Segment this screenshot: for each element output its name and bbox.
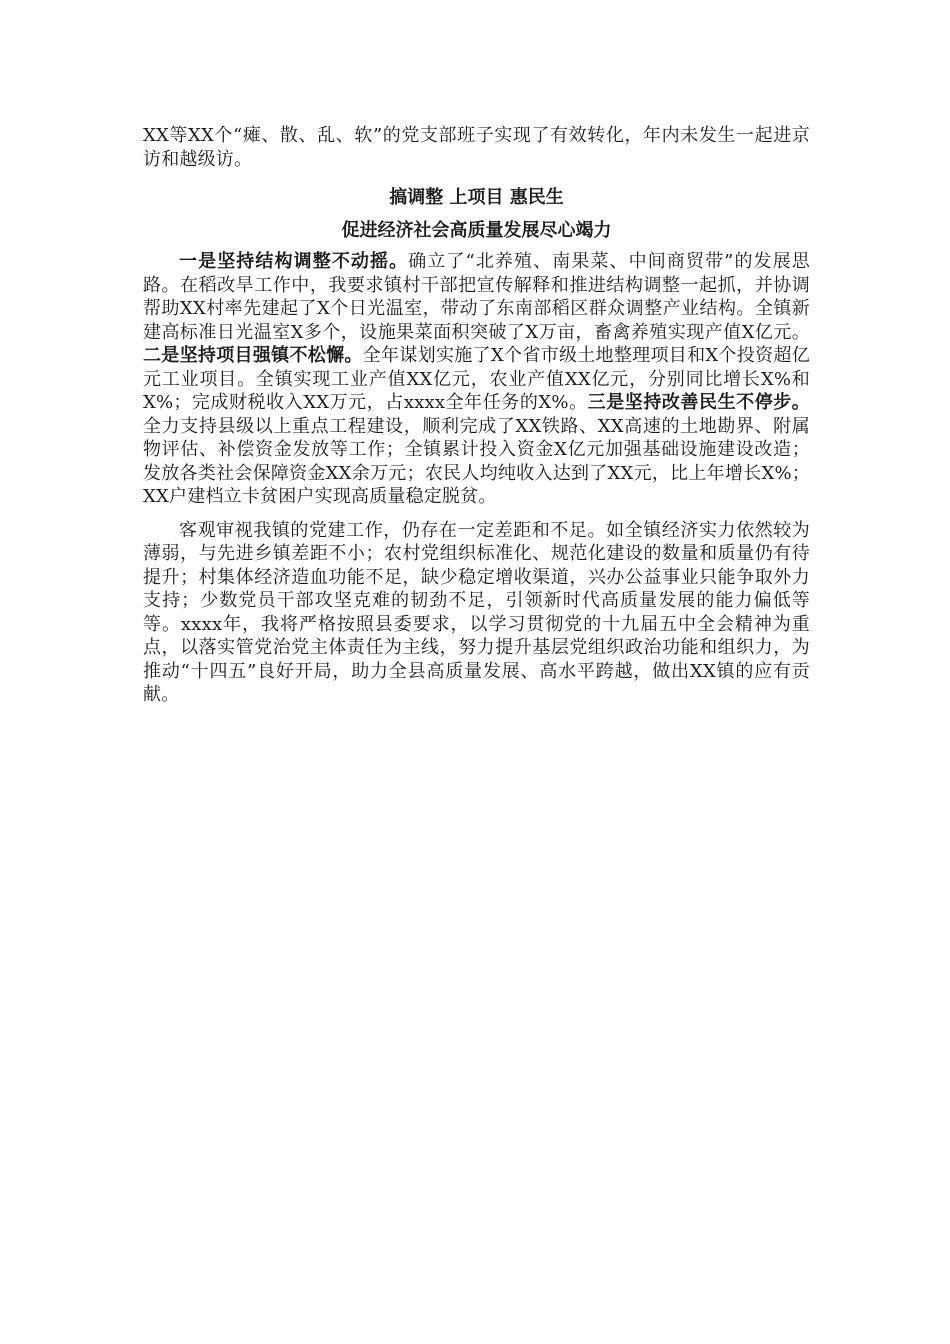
section-heading-line2: 促进经济社会高质量发展尽心竭力 (341, 220, 612, 241)
text-livelihood-improvement: 全力支持县级以上重点工程建设，顺利完成了XX铁路、XX高速的土地勘界、附属物评估、补偿资金发放等工作；全镇累计投入资金X亿元加强基础设施建设改造；发放各类社会保障资金XX余万元；农民人均纯收入达到了XX元，比上年增长X%；XX户建档立卡贫困户实现高质量稳定脱贫。 (143, 415, 810, 507)
section-paragraph (143, 250, 810, 509)
closing-paragraph: 客观审视我镇的党建工作，仍存在一定差距和不足。如全镇经济实力依然较为薄弱，与先进乡镇差距不小；农村党组织标准化、规范化建设的数量和质量仍有待提升；村集体经济造血功能不足，缺少稳定增收渠道，兴办公益事业只能争取外力支持；少数党员干部攻坚克难的韧劲不足，引领新时代高质量发展的能力偏低等等。xxxx年，我将严格按照县委要求，以学习贯彻党的十九届五中全会精神为重点，以落实管党治党主体责任为主线，努力提升基层党组织政治功能和组织力，为推动“十四五”良好开局，助力全县高质量发展、高水平跨越，做出XX镇的应有贡献。 (143, 519, 810, 705)
section-heading-line1: 搞调整 上项目 惠民生 (389, 187, 564, 208)
text-structure-adjustment: 确立了“北养殖、南果菜、中间商贸带”的发展思路。在稻改旱工作中，我要求镇村干部把宣传解释和推进结构调整一起抓，并协调帮助XX村率先建起了X个日光温室，带动了东南部稻区群众调整产业结构。全镇新建高标准日光温室X多个，设施果菜面积突破了X万亩，畜禽养殖实现产值X亿元。 (143, 251, 810, 343)
lead-livelihood-improvement: 三是坚持改善民生不停步。 (587, 392, 811, 413)
text-project-development: 全年谋划实施了X个省市级土地整理项目和X个投资超亿元工业项目。全镇实现工业产值XX亿元，农业产值XX亿元，分别同比增长X%和X%；完成财税收入XX万元，占xxxx全年任务的X%。 (143, 345, 810, 413)
lead-structure-adjustment: 一是坚持结构调整不动摇。 (179, 251, 409, 272)
lead-project-development: 二是坚持项目强镇不松懈。 (143, 345, 363, 366)
intro-paragraph: XX等XX个“瘫、散、乱、软”的党支部班子实现了有效转化，年内未发生一起进京访和越级访。 (143, 125, 810, 170)
document-page (143, 124, 810, 707)
